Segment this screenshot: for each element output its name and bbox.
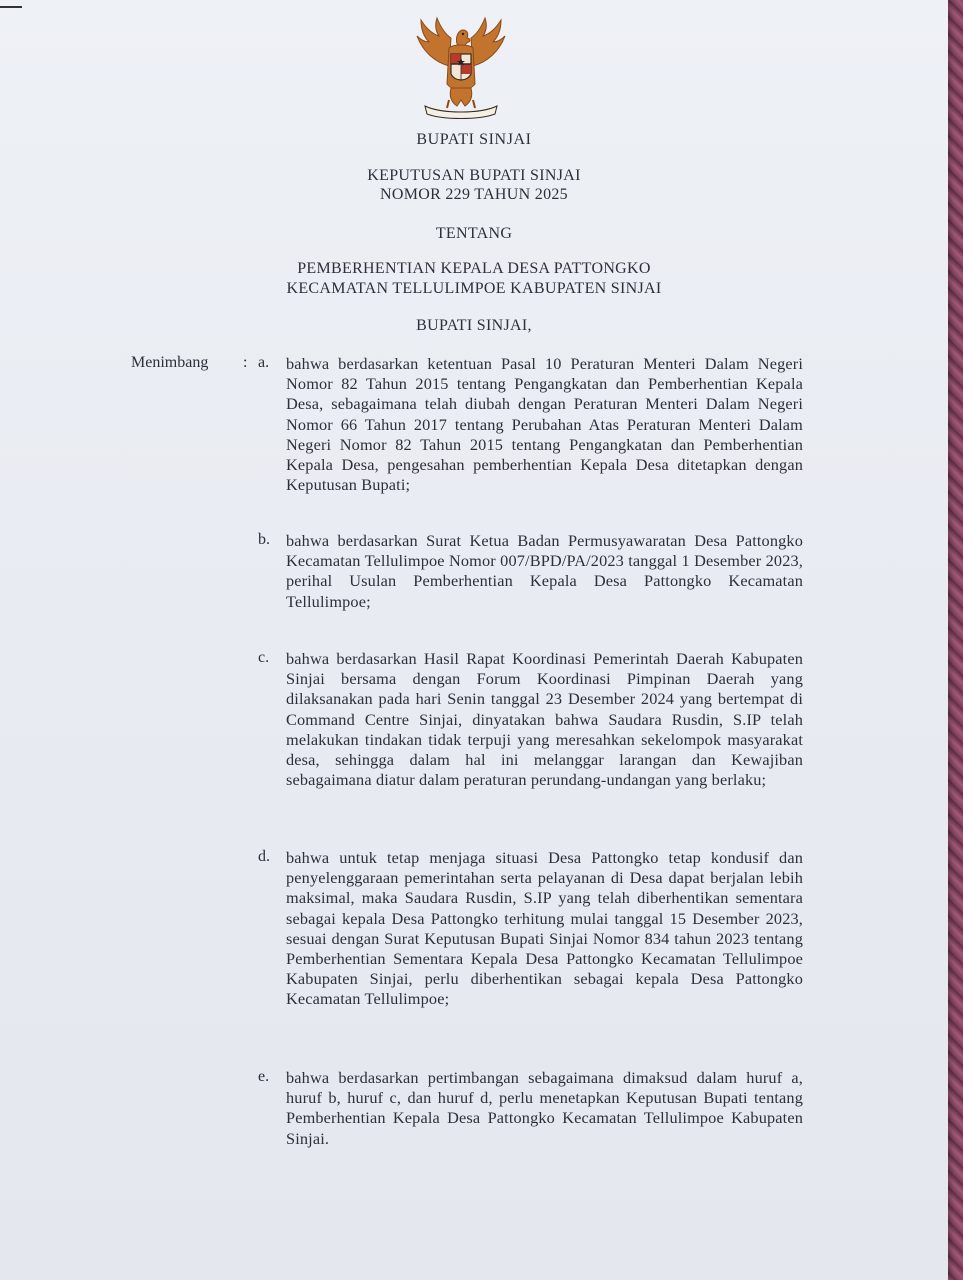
considering-item-d: [258, 848, 803, 1010]
item-letter: d.: [258, 848, 270, 865]
subject-line-2: KECAMATAN TELLULIMPOE KABUPATEN SINJAI: [286, 280, 662, 297]
considering-item-c: [258, 649, 803, 790]
item-text: bahwa berdasarkan Surat Ketua Badan Permusyawaratan Desa Pattongko Kecamatan Tellulimpoe Nomor 007/BPD/PA/2023 tanggal 1 Desember 2023, perihal Usulan Pemberhentian Kepala Desa Pattongko Kecamatan Tellulimpoe;: [286, 531, 803, 611]
about-heading: TENTANG: [435, 225, 513, 242]
considering-item-b: [258, 531, 803, 612]
office-title: BUPATI SINJAI: [416, 131, 532, 148]
subject-line-1: PEMBERHENTIAN KEPALA DESA PATTONGKO: [297, 260, 651, 277]
considering-colon: :: [243, 354, 248, 371]
considering-label: Menimbang: [131, 354, 209, 371]
item-letter: e.: [258, 1068, 270, 1085]
item-letter: c.: [258, 649, 270, 666]
item-text: bahwa untuk tetap menjaga situasi Desa Pattongko tetap kondusif dan penyelenggaraan pemerintahan serta pelayanan di Desa dapat berjalan lebih maksimal, maka Saudara Rusdin, S.IP yang telah diberhentikan sementara sebagai kepala Desa Pattongko terhitung mulai tanggal 15 Desember 2023, sesuai dengan Surat Keputusan Bupati Sinjai Nomor 834 tahun 2023 tentang Pemberhentian Sementara Kepala Desa Pattongko Kecamatan Tellulimpoe Kabupaten Sinjai, perlu diberhentikan sebagai kepala Desa Pattongko Kecamatan Tellulimpoe;: [286, 848, 803, 1009]
garuda-emblem-icon: [405, 14, 517, 122]
item-letter: b.: [258, 531, 270, 548]
considering-item-e: [258, 1068, 803, 1149]
issuer-heading: BUPATI SINJAI,: [416, 317, 532, 334]
item-text: bahwa berdasarkan pertimbangan sebagaimana dimaksud dalam huruf a, huruf b, huruf c, dan huruf d, perlu menetapkan Keputusan Bupati tentang Pemberhentian Kepala Desa Pattongko Kecamatan Tellulimpoe Kabupaten Sinjai.: [286, 1068, 803, 1148]
decree-number: NOMOR 229 TAHUN 2025: [380, 186, 568, 203]
considering-item-a: [258, 354, 803, 495]
item-letter: a.: [258, 354, 270, 371]
item-text: bahwa berdasarkan ketentuan Pasal 10 Peraturan Menteri Dalam Negeri Nomor 82 Tahun 2015 tentang Pengangkatan dan Pemberhentian Kepala Desa, sebagaimana telah diubah dengan Peraturan Menteri Dalam Negeri Nomor 66 Tahun 2017 tentang Perubahan Atas Peraturan Menteri Dalam Negeri Nomor 82 Tahun 2015 tentang Pengangkatan dan Pemberhentian Kepala Desa, pengesahan pemberhentian Kepala Desa ditetapkan dengan Keputusan Bupati;: [286, 354, 803, 495]
decree-title: KEPUTUSAN BUPATI SINJAI: [367, 167, 581, 184]
item-text: bahwa berdasarkan Hasil Rapat Koordinasi Pemerintah Daerah Kabupaten Sinjai bersama dengan Forum Koordinasi Pimpinan Daerah yang dilaksanakan pada hari Senin tanggal 23 Desember 2024 yang bertempat di Command Centre Sinjai, dinyatakan bahwa Saudara Rusdin, S.IP telah melakukan tindakan tidak terpuji yang meresahkan sekelompok masyarakat desa, sehingga dalam hal ini melanggar larangan dan Kewajiban sebagaimana diatur dalam peraturan perundang-undangan yang berlaku;: [286, 649, 803, 790]
corner-mark: [0, 6, 22, 8]
